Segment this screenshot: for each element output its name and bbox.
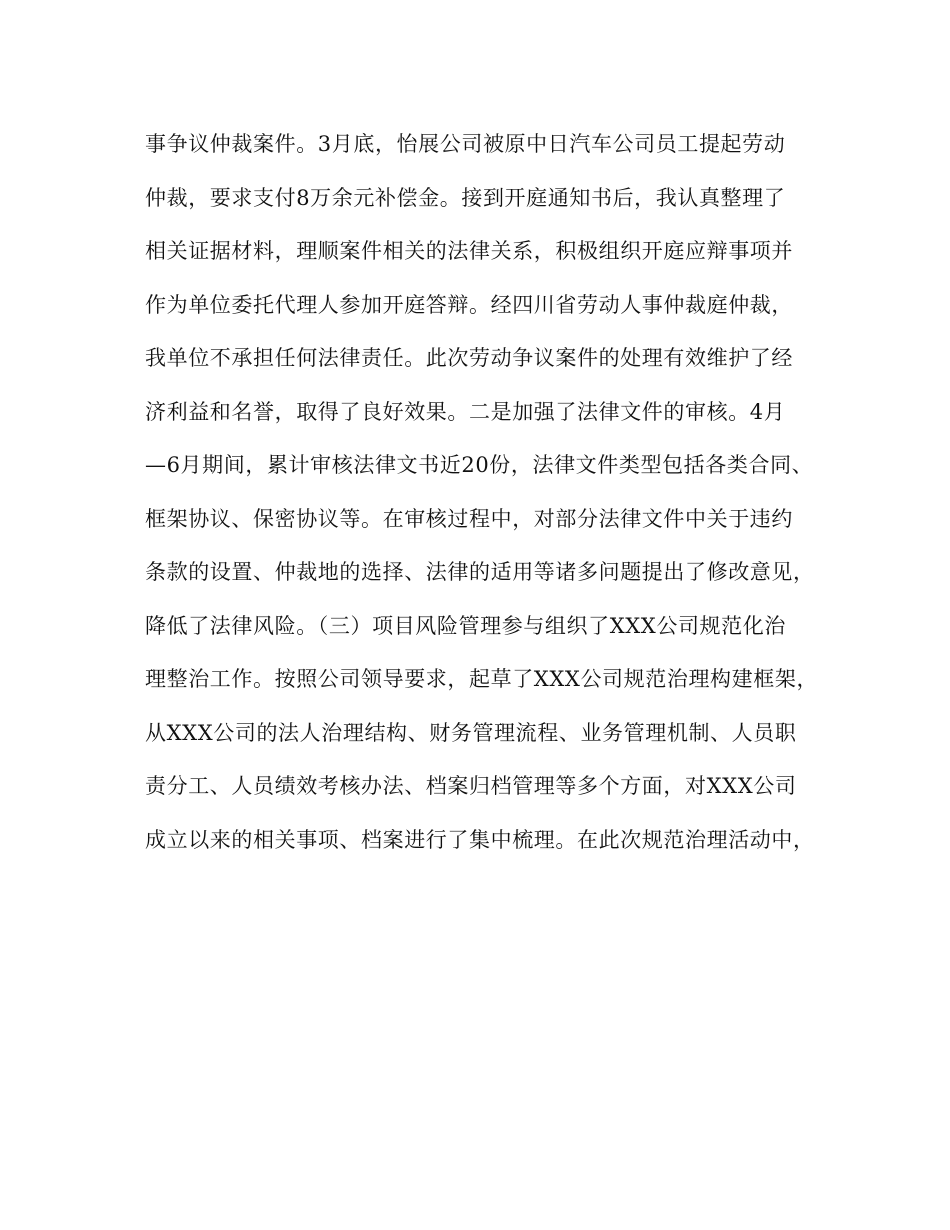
body-text [145, 123, 825, 872]
text-line: 事争议仲裁案件。3月底，怡展公司被原中日汽车公司员工提起劳动 [145, 132, 786, 156]
text-line: —6月期间，累计审核法律文书近20份，法律文件类型包括各类合同、 [145, 453, 814, 477]
text-line: 相关证据材料，理顺案件相关的法律关系，积极组织开庭应辩事项并 [145, 239, 793, 263]
text-line: 条款的设置、仲裁地的选择、法律的适用等诸多问题提出了修改意见， [145, 560, 815, 584]
text-line: 成立以来的相关事项、档案进行了集中梳理。在此次规范治理活动中， [145, 827, 815, 852]
text-line: 从XXX公司的法人治理结构、财务管理流程、业务管理机制、人员职 [145, 720, 797, 745]
text-line: 作为单位委托代理人参加开庭答辩。经四川省劳动人事仲裁庭仲裁， [145, 292, 793, 317]
text-line: 仲裁，要求支付8万余元补偿金。接到开庭通知书后，我认真整理了 [145, 185, 786, 210]
text-line: 理整治工作。按照公司领导要求，起草了XXX公司规范治理构建框架， [145, 667, 819, 691]
text-line: 济利益和名誉，取得了良好效果。二是加强了法律文件的审核。4月 [145, 399, 786, 424]
text-line: 框架协议、保密协议等。在审核过程中，对部分法律文件中关于违约 [145, 506, 793, 531]
text-line: 降低了法律风险。（三）项目风险管理参与组织了XXX公司规范化治 [145, 613, 786, 638]
text-line: 我单位不承担任何法律责任。此次劳动争议案件的处理有效维护了经 [145, 346, 793, 370]
text-line: 责分工、人员绩效考核办法、档案归档管理等多个方面，对XXX公司 [145, 774, 797, 798]
